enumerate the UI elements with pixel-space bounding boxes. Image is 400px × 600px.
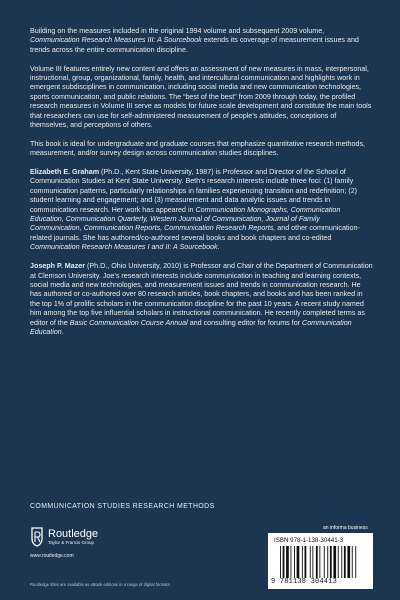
volume-paragraph: Volume III features entirely new content and offers an assessment of new measures in mass, interpersonal, instructional, group, organizational, family, health, and intercultural communication and highlights work in emergent subdisciplines in communication, including social media and new communication technologies, sports communication, and public relations. The “best of the best” from 2009 through today, the profiled research measures in Volume III serve as models for future scale development and constitute the main tools that researchers can use for self-administered measurement of people’s attitudes, conceptions of themselves, and perceptions of others.	[30, 64, 372, 130]
author-bio-mazer: Joseph P. Mazer (Ph.D., Ohio University, 2010) is Professor and Chair of the Department of Communication at Clemson University. Joe’s research interests include communication in teaching and learning contexts, social media and new technologies, and measurement issues and trends in communication research. He has authored or co-authored over 80 research articles, book chapters, and books and has been ranked in the top 1% of prolific scholars in the communication discipline for the past 10 years. A recent study named him among the top five influential scholars in instructional communication. He recently completed terms as editor of the Basic Communication Course Annual and consulting editor for forums for Communication Education.	[30, 262, 373, 336]
publisher-logo	[30, 527, 130, 549]
book-title: Communication Research Measures III: A Sourcebook	[30, 36, 202, 45]
author-bio-graham: Elizabeth E. Graham (Ph.D., Kent State University, 1987) is Professor and Director of the School of Communication Studies at Kent State University. Beth’s research interests include three foci: (1) family communication patterns, particularly relationships in families experiencing transition and redefinition; (2) student learning and engagement; and (3) measurement and data analytic issues and trends in communication research. Her work has appeared in Communication Monographs, Communication Education, Communication Quarterly, Western Journal of Communication, Journal of Family Communication, Communication Reports, Communication Research Reports, and other communication-related journals. She has authored/co-authored several books and book chapters and co-edited Communication Research Measures I and II: A Sourcebook.	[30, 168, 360, 252]
publisher-website: www.routledge.com	[30, 553, 74, 559]
barcode-panel	[268, 533, 373, 589]
publisher-name: Routledge	[48, 528, 99, 540]
back-cover-text	[30, 27, 373, 347]
author-name-graham: Elizabeth E. Graham	[30, 168, 100, 177]
audience-paragraph: This book is ideal for undergraduate and graduate courses that emphasize quantitative research methods, measurement, and/or survey design across communication studies disciplines.	[30, 139, 366, 158]
isbn-text: ISBN 978-1-138-30441-3	[274, 537, 344, 544]
informa-label: an informa business	[323, 525, 368, 531]
intro-paragraph: Building on the measures included in the original 1994 volume and subsequent 2009 volume, Communication Research Measures III: A Sourcebook extends its coverage of measurement issues and trends across the entire communication discipline.	[30, 27, 359, 54]
publisher-subtitle: Taylor & Francis Group	[48, 540, 95, 545]
series-label: COMMUNICATION STUDIES RESEARCH METHODS	[30, 503, 215, 510]
ebook-footnote: Routledge titles are available as eBook editions in a range of digital formats	[30, 582, 170, 587]
routledge-logo-icon	[30, 527, 44, 547]
author-name-mazer: Joseph P. Mazer	[30, 262, 86, 271]
barcode-icon	[280, 546, 368, 578]
barcode-digits: 9 781138 304413	[271, 578, 338, 586]
